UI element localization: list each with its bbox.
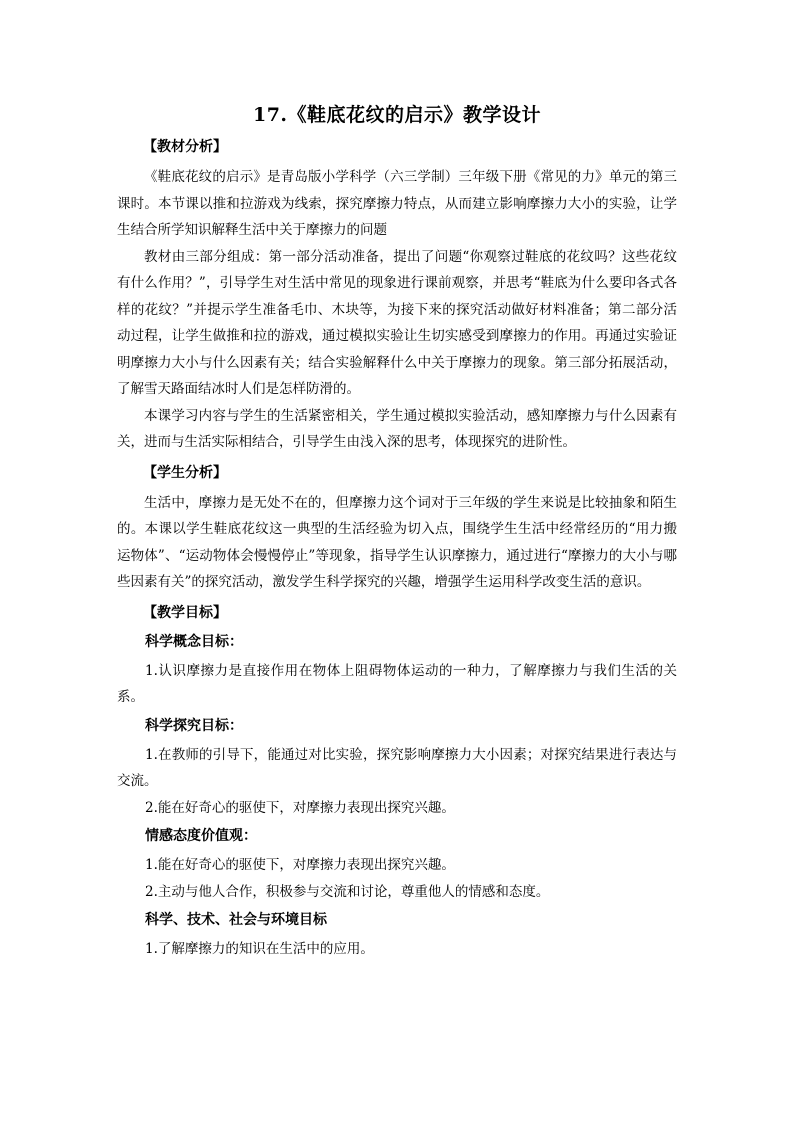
- subheading-inquiry: 科学探究目标：: [145, 717, 243, 734]
- paragraph: 教材由三部分组成：第一部分活动准备，提出了问题“你观察过鞋底的花纹吗？这些花纹有什么作用？”，引导学生对生活中常见的现象进行课前观察，并思考“鞋底为什么要印各式各样的花纹？”并提示学生准备毛巾、木块等，为接下来的探究活动做好材料准备；第二部分活动过程，让学生做推和拉的游戏，通过模拟实验让生切实感受到摩擦力的作用。再通过实验证明摩擦力大小与什么因素有关；结合实验解释什么中关于摩擦力的现象。第三部分拓展活动，了解雪天路面结冰时人们是怎样防滑的。: [117, 248, 677, 397]
- subheading-stse: 科学、技术、社会与环境目标: [145, 912, 327, 928]
- section-heading-goals: 【教学目标】: [143, 604, 227, 621]
- subheading-attitude: 情感态度价值观：: [145, 828, 257, 844]
- paragraph: 《鞋底花纹的启示》是青岛版小学科学（六三学制）三年级下册《常见的力》单元的第三课时。本节课以推和拉游戏为线索，探究摩擦力特点，从而建立影响摩擦力大小的实验，让学生结合所学知识解释生活中关于摩擦力的问题: [117, 169, 677, 238]
- goal-item: 1.在教师的引导下，能通过对比实验，探究影响摩擦力大小因素；对探究结果进行表达与交流。: [117, 746, 677, 789]
- section-heading-material: 【教材分析】: [143, 139, 227, 155]
- goal-item: 2.能在好奇心的驱使下，对摩擦力表现出探究兴趣。: [145, 799, 455, 816]
- paragraph: 生活中，摩擦力是无处不在的，但摩擦力这个词对于三年级的学生来说是比较抽象和陌生的。本课以学生鞋底花纹这一典型的生活经验为切入点，围绕学生生活中经常经历的“用力搬运物体”、“运动物体会慢慢停止”等现象，指导学生认识摩擦力，通过进行“摩擦力的大小与哪些因素有关”的探究活动，激发学生科学探究的兴趣，增强学生运用科学改变生活的意识。: [117, 494, 677, 590]
- document-page: [117, 100, 677, 963]
- goal-item: 1.认识摩擦力是直接作用在物体上阻碍物体运动的一种力，了解摩擦力与我们生活的关系。: [117, 662, 677, 705]
- goal-item: 1.能在好奇心的驱使下，对摩擦力表现出探究兴趣。: [145, 857, 455, 873]
- page-title: 17.《鞋底花纹的启示》教学设计: [252, 104, 542, 126]
- goal-item: 2.主动与他人合作，积极参与交流和讨论，尊重他人的情感和态度。: [145, 883, 550, 900]
- subheading-concept: 科学概念目标：: [145, 633, 243, 650]
- goal-item: 1.了解摩擦力的知识在生活中的应用。: [145, 941, 374, 957]
- paragraph: 本课学习内容与学生的生活紧密相关，学生通过模拟实验活动，感知摩擦力与什么因素有关，进而与生活实际相结合，引导学生由浅入深的思考，体现探究的进阶性。: [117, 407, 677, 450]
- section-heading-student: 【学生分析】: [143, 464, 227, 481]
